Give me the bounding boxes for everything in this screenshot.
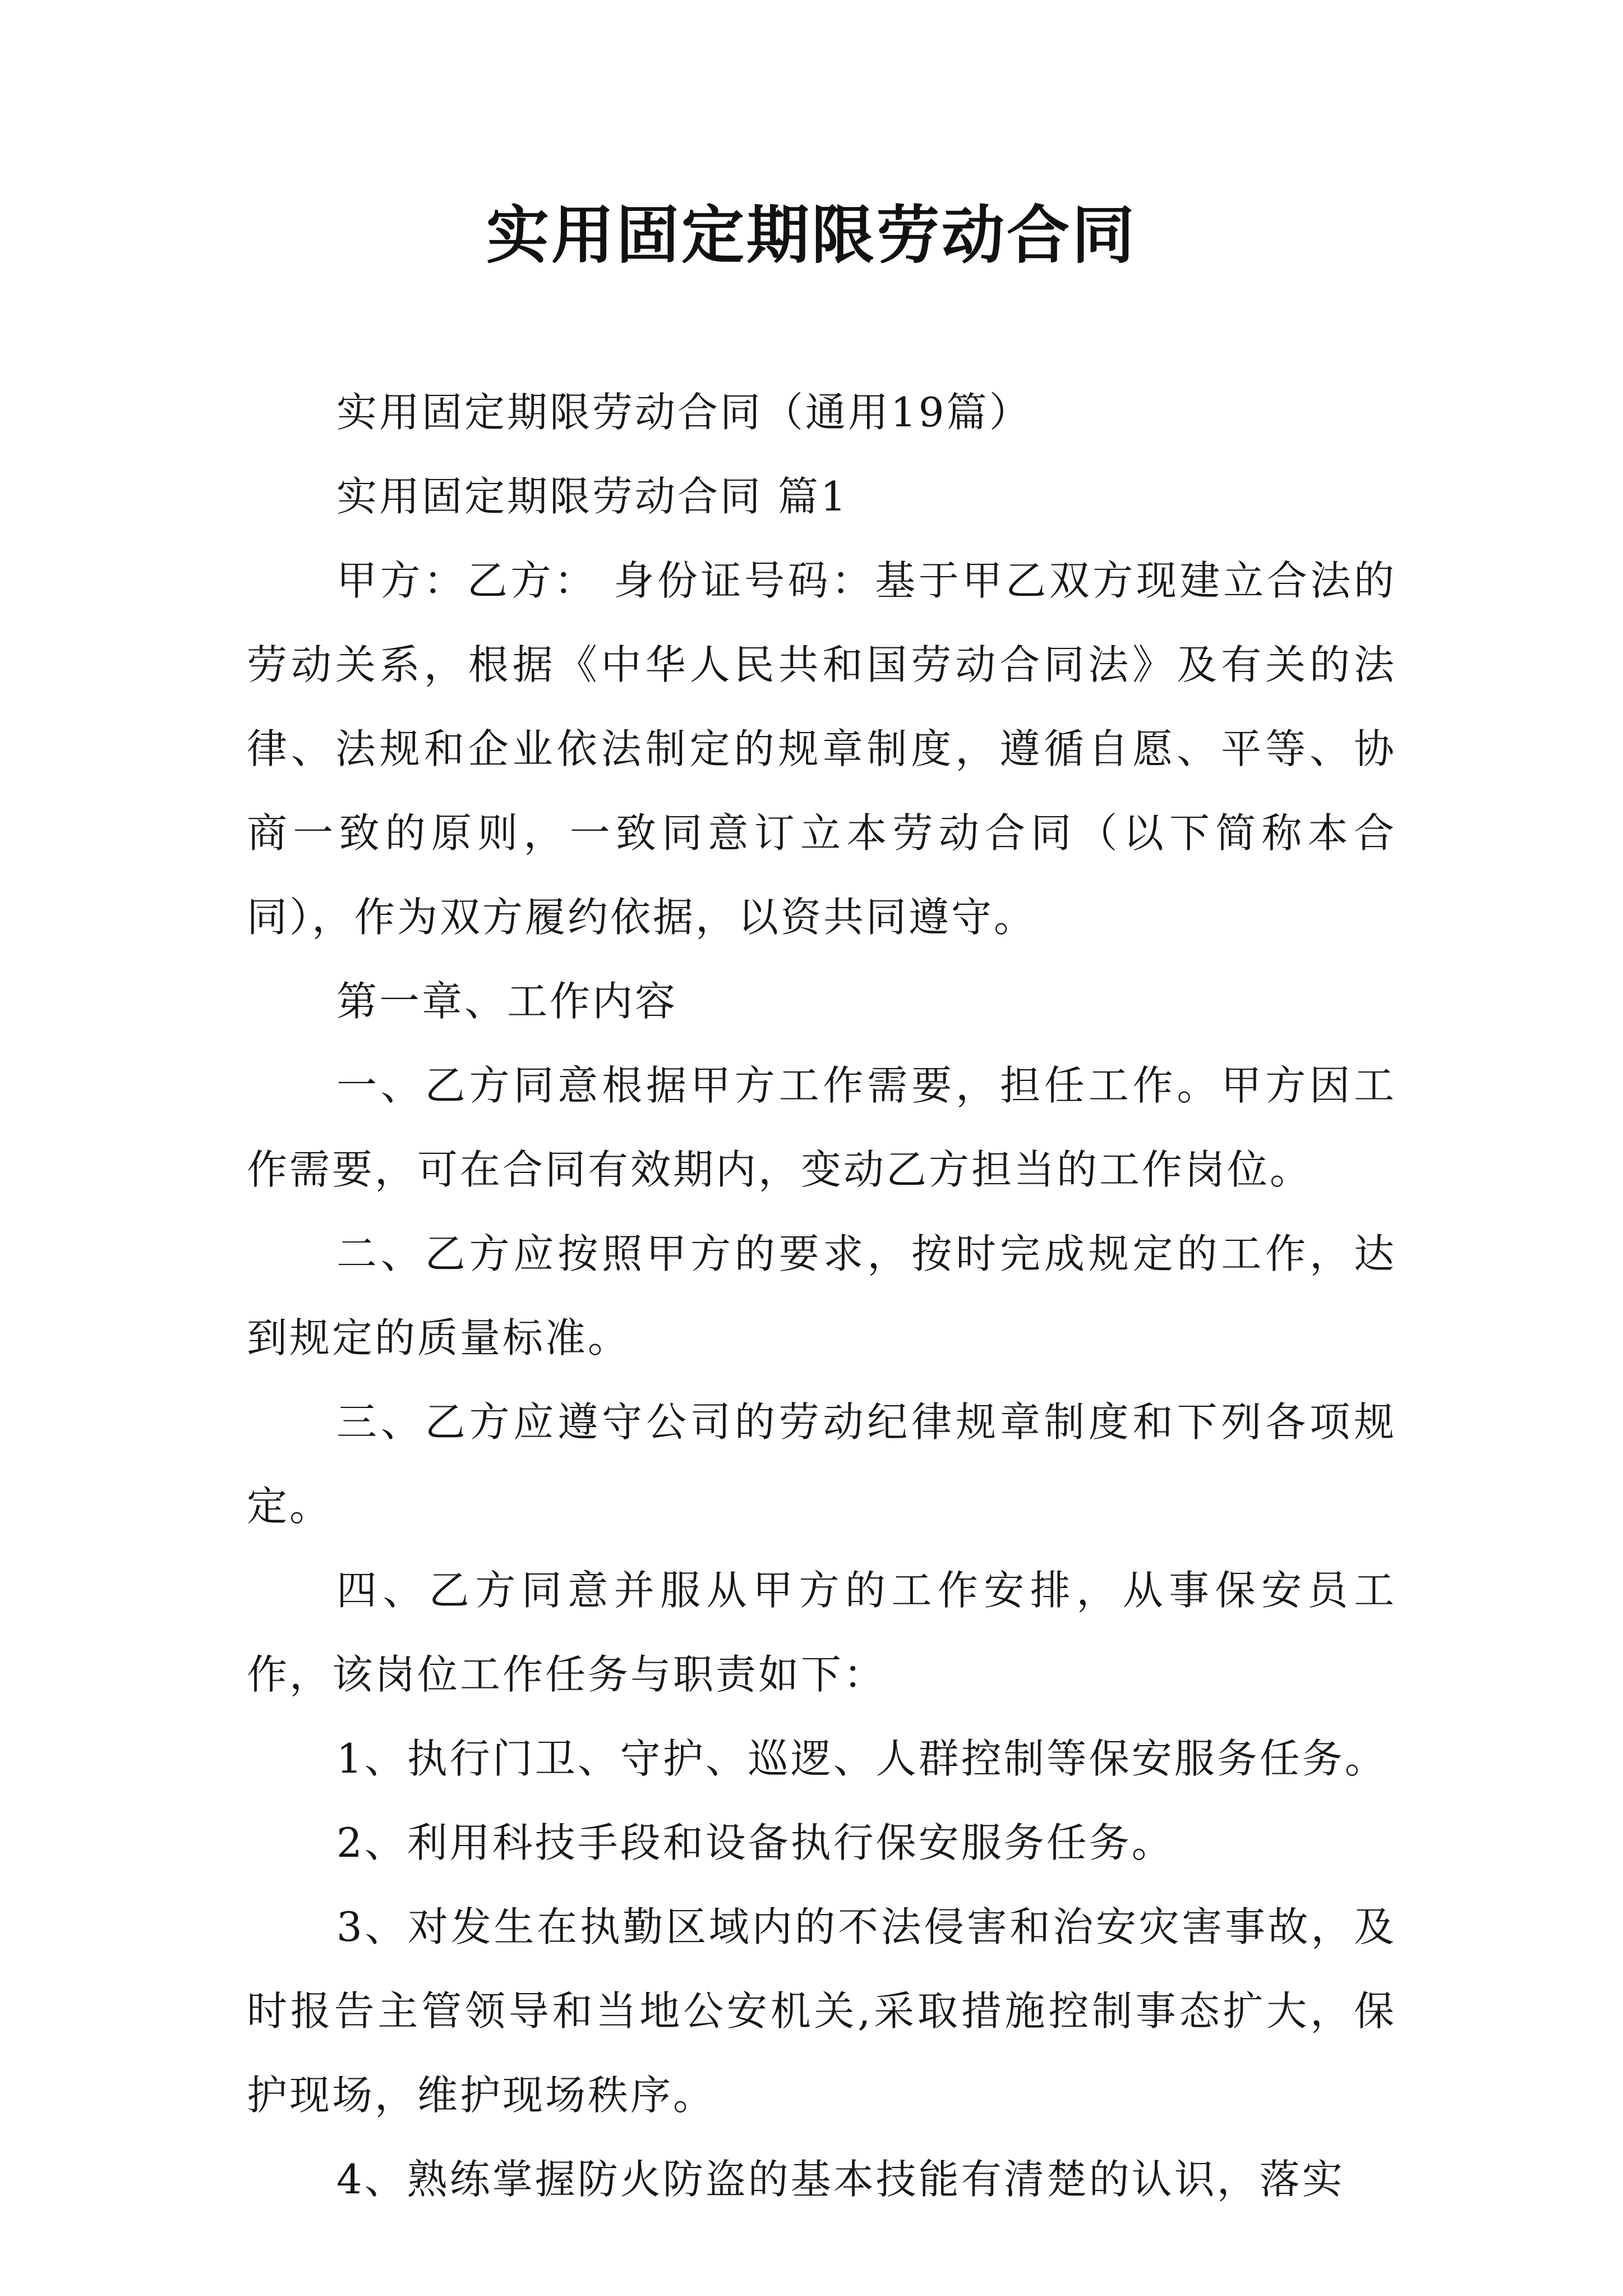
paragraph: 实用固定期限劳动合同 篇1: [336, 473, 849, 520]
paragraph: 4、熟练掌握防火防盗的基本技能有清楚的认识，落实: [336, 2156, 1345, 2203]
paragraph: 四、乙方同意并服从甲方的工作安排，从事保安员工作，该岗位工作任务与职责如下：: [247, 1567, 1396, 1698]
paragraph: 一、乙方同意根据甲方工作需要，担任工作。甲方因工作需要，可在合同有效期内，变动乙方担当的工作岗位。: [247, 1062, 1396, 1193]
paragraph: 3、对发生在执勤区域内的不法侵害和治安灾害事故，及时报告主管领导和当地公安机关,采取措施控制事态扩大，保护现场，维护现场秩序。: [247, 1903, 1396, 2119]
paragraph: 2、利用科技手段和设备执行保安服务任务。: [336, 1819, 1174, 1866]
document-title: 实用固定期限劳动合同: [486, 199, 1137, 272]
document-body: [247, 370, 1396, 2221]
paragraph: 二、乙方应按照甲方的要求，按时完成规定的工作，达到规定的质量标准。: [247, 1230, 1396, 1361]
paragraph: 1、执行门卫、守护、巡逻、人群控制等保安服务任务。: [336, 1735, 1387, 1782]
paragraph: 实用固定期限劳动合同（通用19篇）: [336, 389, 1032, 436]
paragraph: 第一章、工作内容: [336, 978, 678, 1025]
paragraph: 甲方：乙方： 身份证号码：基于甲乙双方现建立合法的劳动关系，根据《中华人民共和国劳动合同法》及有关的法律、法规和企业依法制定的规章制度，遵循自愿、平等、协商一致的原则，一致同意订立本劳动合同（以下简称本合同），作为双方履约依据，以资共同遵守。: [247, 557, 1396, 941]
paragraph: 三、乙方应遵守公司的劳动纪律规章制度和下列各项规定。: [247, 1398, 1396, 1530]
